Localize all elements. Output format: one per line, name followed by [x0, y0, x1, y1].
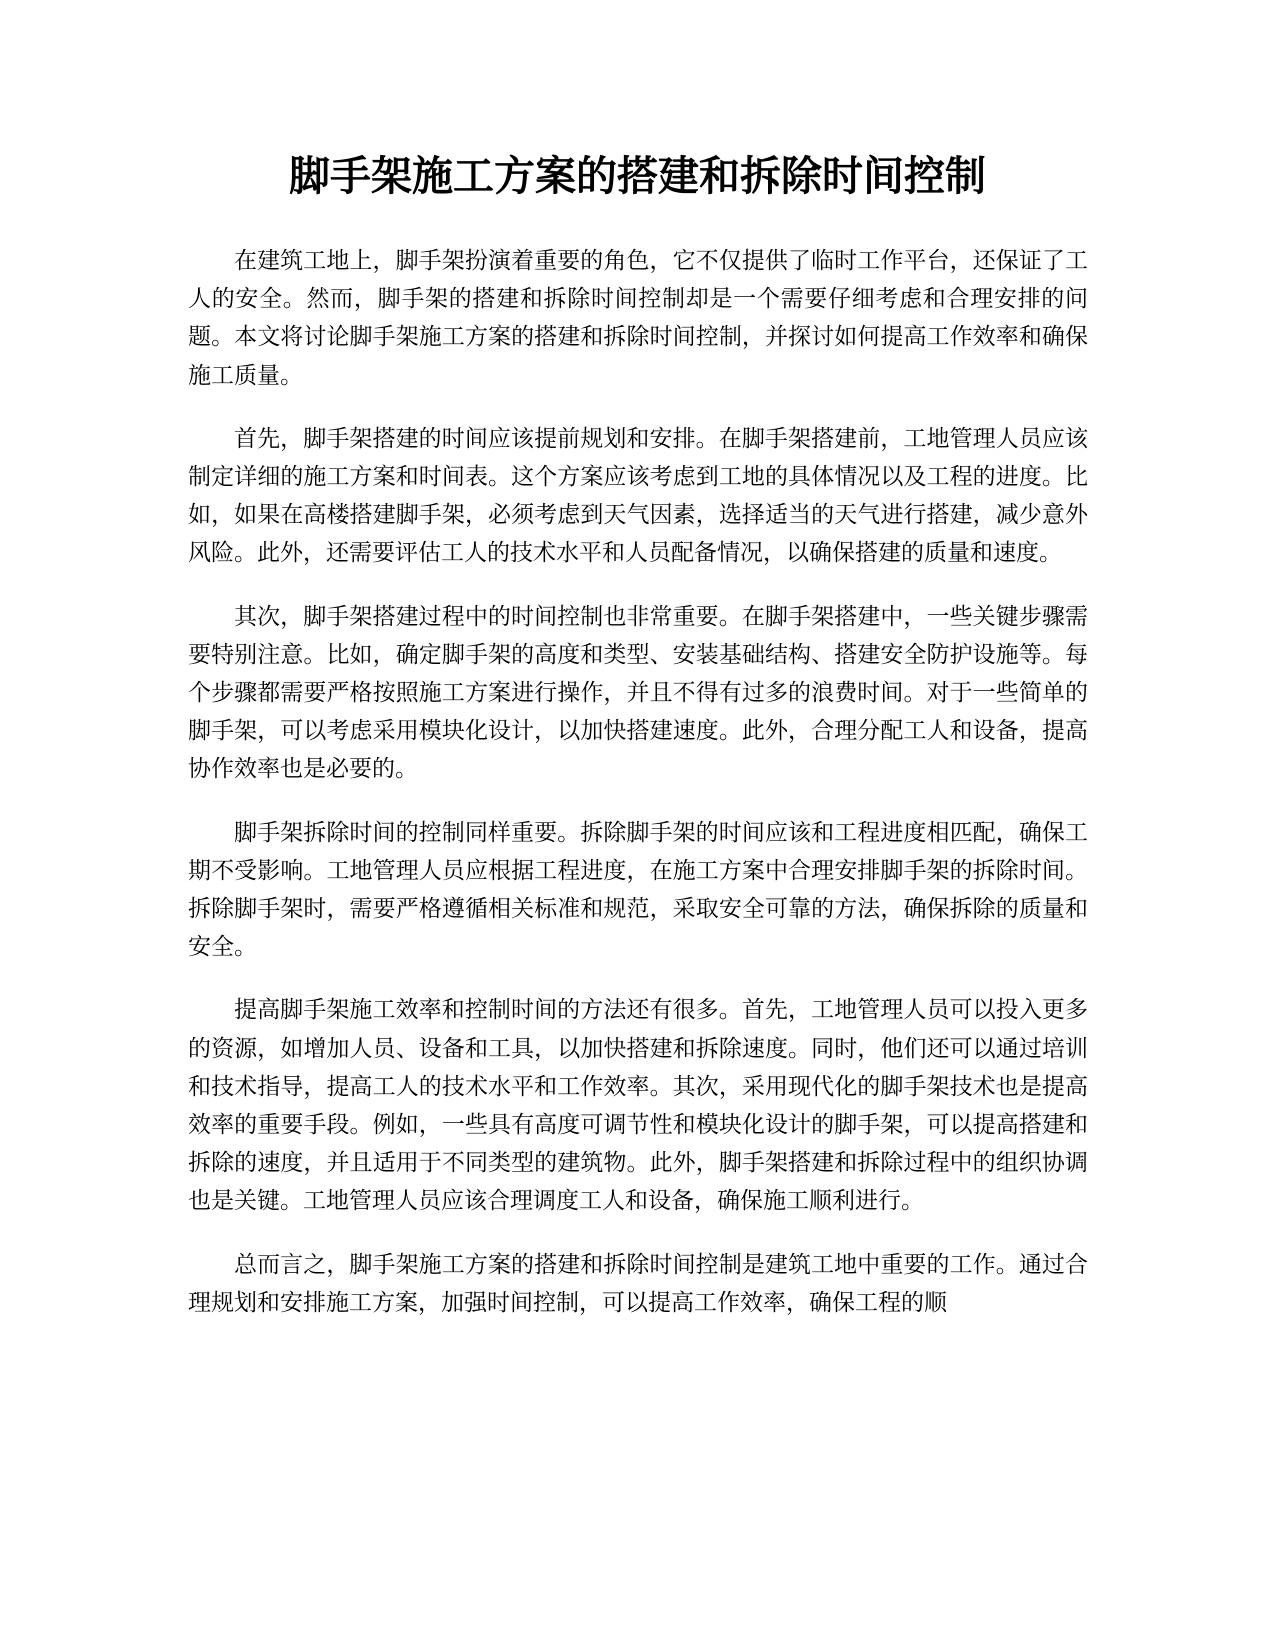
paragraph-dismantling: 脚手架拆除时间的控制同样重要。拆除脚手架的时间应该和工程进度相匹配，确保工期不受影响。工地管理人员应根据工程进度，在施工方案中合理安排脚手架的拆除时间。拆除脚手架时，需要严格遵循相关标准和规范，采取安全可靠的方法，确保拆除的质量和安全。	[188, 819, 1088, 961]
paragraph-efficiency-methods: 提高脚手架施工效率和控制时间的方法还有很多。首先，工地管理人员可以投入更多的资源，如增加人员、设备和工具，以加快搭建和拆除速度。同时，他们还可以通过培训和技术指导，提高工人的技术水平和工作效率。其次，采用现代化的脚手架技术也是提高效率的重要手段。例如，一些具有高度可调节性和模块化设计的脚手架，可以提高搭建和拆除的速度，并且适用于不同类型的建筑物。此外，脚手架搭建和拆除过程中的组织协调也是关键。工地管理人员应该合理调度工人和设备，确保施工顺利进行。	[188, 997, 1088, 1215]
paragraph-process-control: 其次，脚手架搭建过程中的时间控制也非常重要。在脚手架搭建中，一些关键步骤需要特别注意。比如，确定脚手架的高度和类型、安装基础结构、搭建安全防护设施等。每个步骤都需要严格按照施工方案进行操作，并且不得有过多的浪费时间。对于一些简单的脚手架，可以考虑采用模块化设计，以加快搭建速度。此外，合理分配工人和设备，提高协作效率也是必要的。	[188, 603, 1088, 783]
document-title: 脚手架施工方案的搭建和拆除时间控制	[289, 152, 986, 200]
document-body	[188, 242, 1088, 1347]
paragraph-intro: 在建筑工地上，脚手架扮演着重要的角色，它不仅提供了临时工作平台，还保证了工人的安全。然而，脚手架的搭建和拆除时间控制却是一个需要仔细考虑和合理安排的问题。本文将讨论脚手架施工方案的搭建和拆除时间控制，并探讨如何提高工作效率和确保施工质量。	[188, 248, 1088, 389]
paragraph-planning: 首先，脚手架搭建的时间应该提前规划和安排。在脚手架搭建前，工地管理人员应该制定详细的施工方案和时间表。这个方案应该考虑到工地的具体情况以及工程的进度。比如，如果在高楼搭建脚手架，必须考虑到天气因素，选择适当的天气进行搭建，减少意外风险。此外，还需要评估工人的技术水平和人员配备情况，以确保搭建的质量和速度。	[188, 425, 1088, 567]
paragraph-conclusion: 总而言之，脚手架施工方案的搭建和拆除时间控制是建筑工地中重要的工作。通过合理规划和安排施工方案，加强时间控制，可以提高工作效率，确保工程的顺	[188, 1251, 1088, 1316]
